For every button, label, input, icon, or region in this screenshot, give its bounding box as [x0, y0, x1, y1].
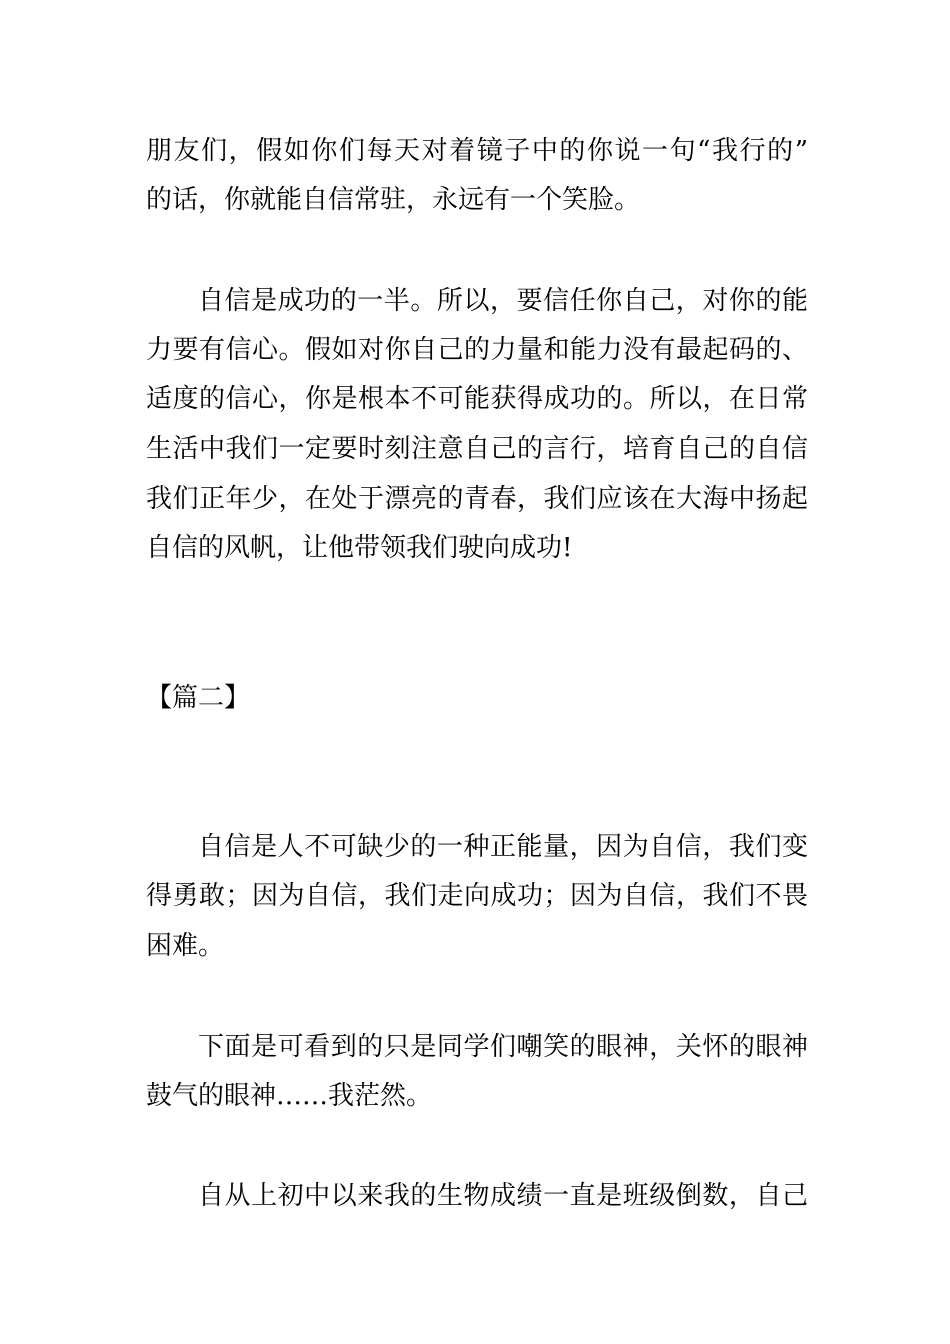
paragraph-2-line-5: 我们正年少，在处于漂亮的青春，我们应该在大海中扬起	[146, 484, 808, 514]
paragraph-2-line-6: 自信的风帆，让他带领我们驶向成功!	[146, 533, 573, 563]
paragraph-3-line-3: 困难。	[146, 931, 225, 961]
paragraph-1-line-1: 朋友们，假如你们每天对着镜子中的你说一句“我行的”	[146, 136, 808, 166]
paragraph-3-line-1: 自信是人不可缺少的一种正能量，因为自信，我们变	[198, 832, 808, 862]
paragraph-2-line-2: 力要有信心。假如对你自己的力量和能力没有最起码的、	[146, 335, 808, 365]
paragraph-3-line-2: 得勇敢；因为自信，我们走向成功；因为自信，我们不畏	[146, 881, 808, 911]
paragraph-2-line-4: 生活中我们一定要时刻注意自己的言行，培育自己的自信	[146, 434, 808, 464]
paragraph-2-line-1: 自信是成功的一半。所以，要信任你自己，对你的能	[198, 286, 808, 316]
section-heading: 【篇二】	[146, 683, 251, 713]
paragraph-4-line-2: 鼓气的眼神……我茫然。	[146, 1081, 433, 1111]
paragraph-5-line-1: 自从上初中以来我的生物成绩一直是班级倒数，自己	[198, 1181, 808, 1211]
paragraph-1-line-2: 的话，你就能自信常驻，永远有一个笑脸。	[146, 185, 641, 215]
paragraph-4-line-1: 下面是可看到的只是同学们嘲笑的眼神，关怀的眼神	[198, 1032, 808, 1062]
paragraph-2-line-3: 适度的信心，你是根本不可能获得成功的。所以，在日常	[146, 384, 808, 414]
